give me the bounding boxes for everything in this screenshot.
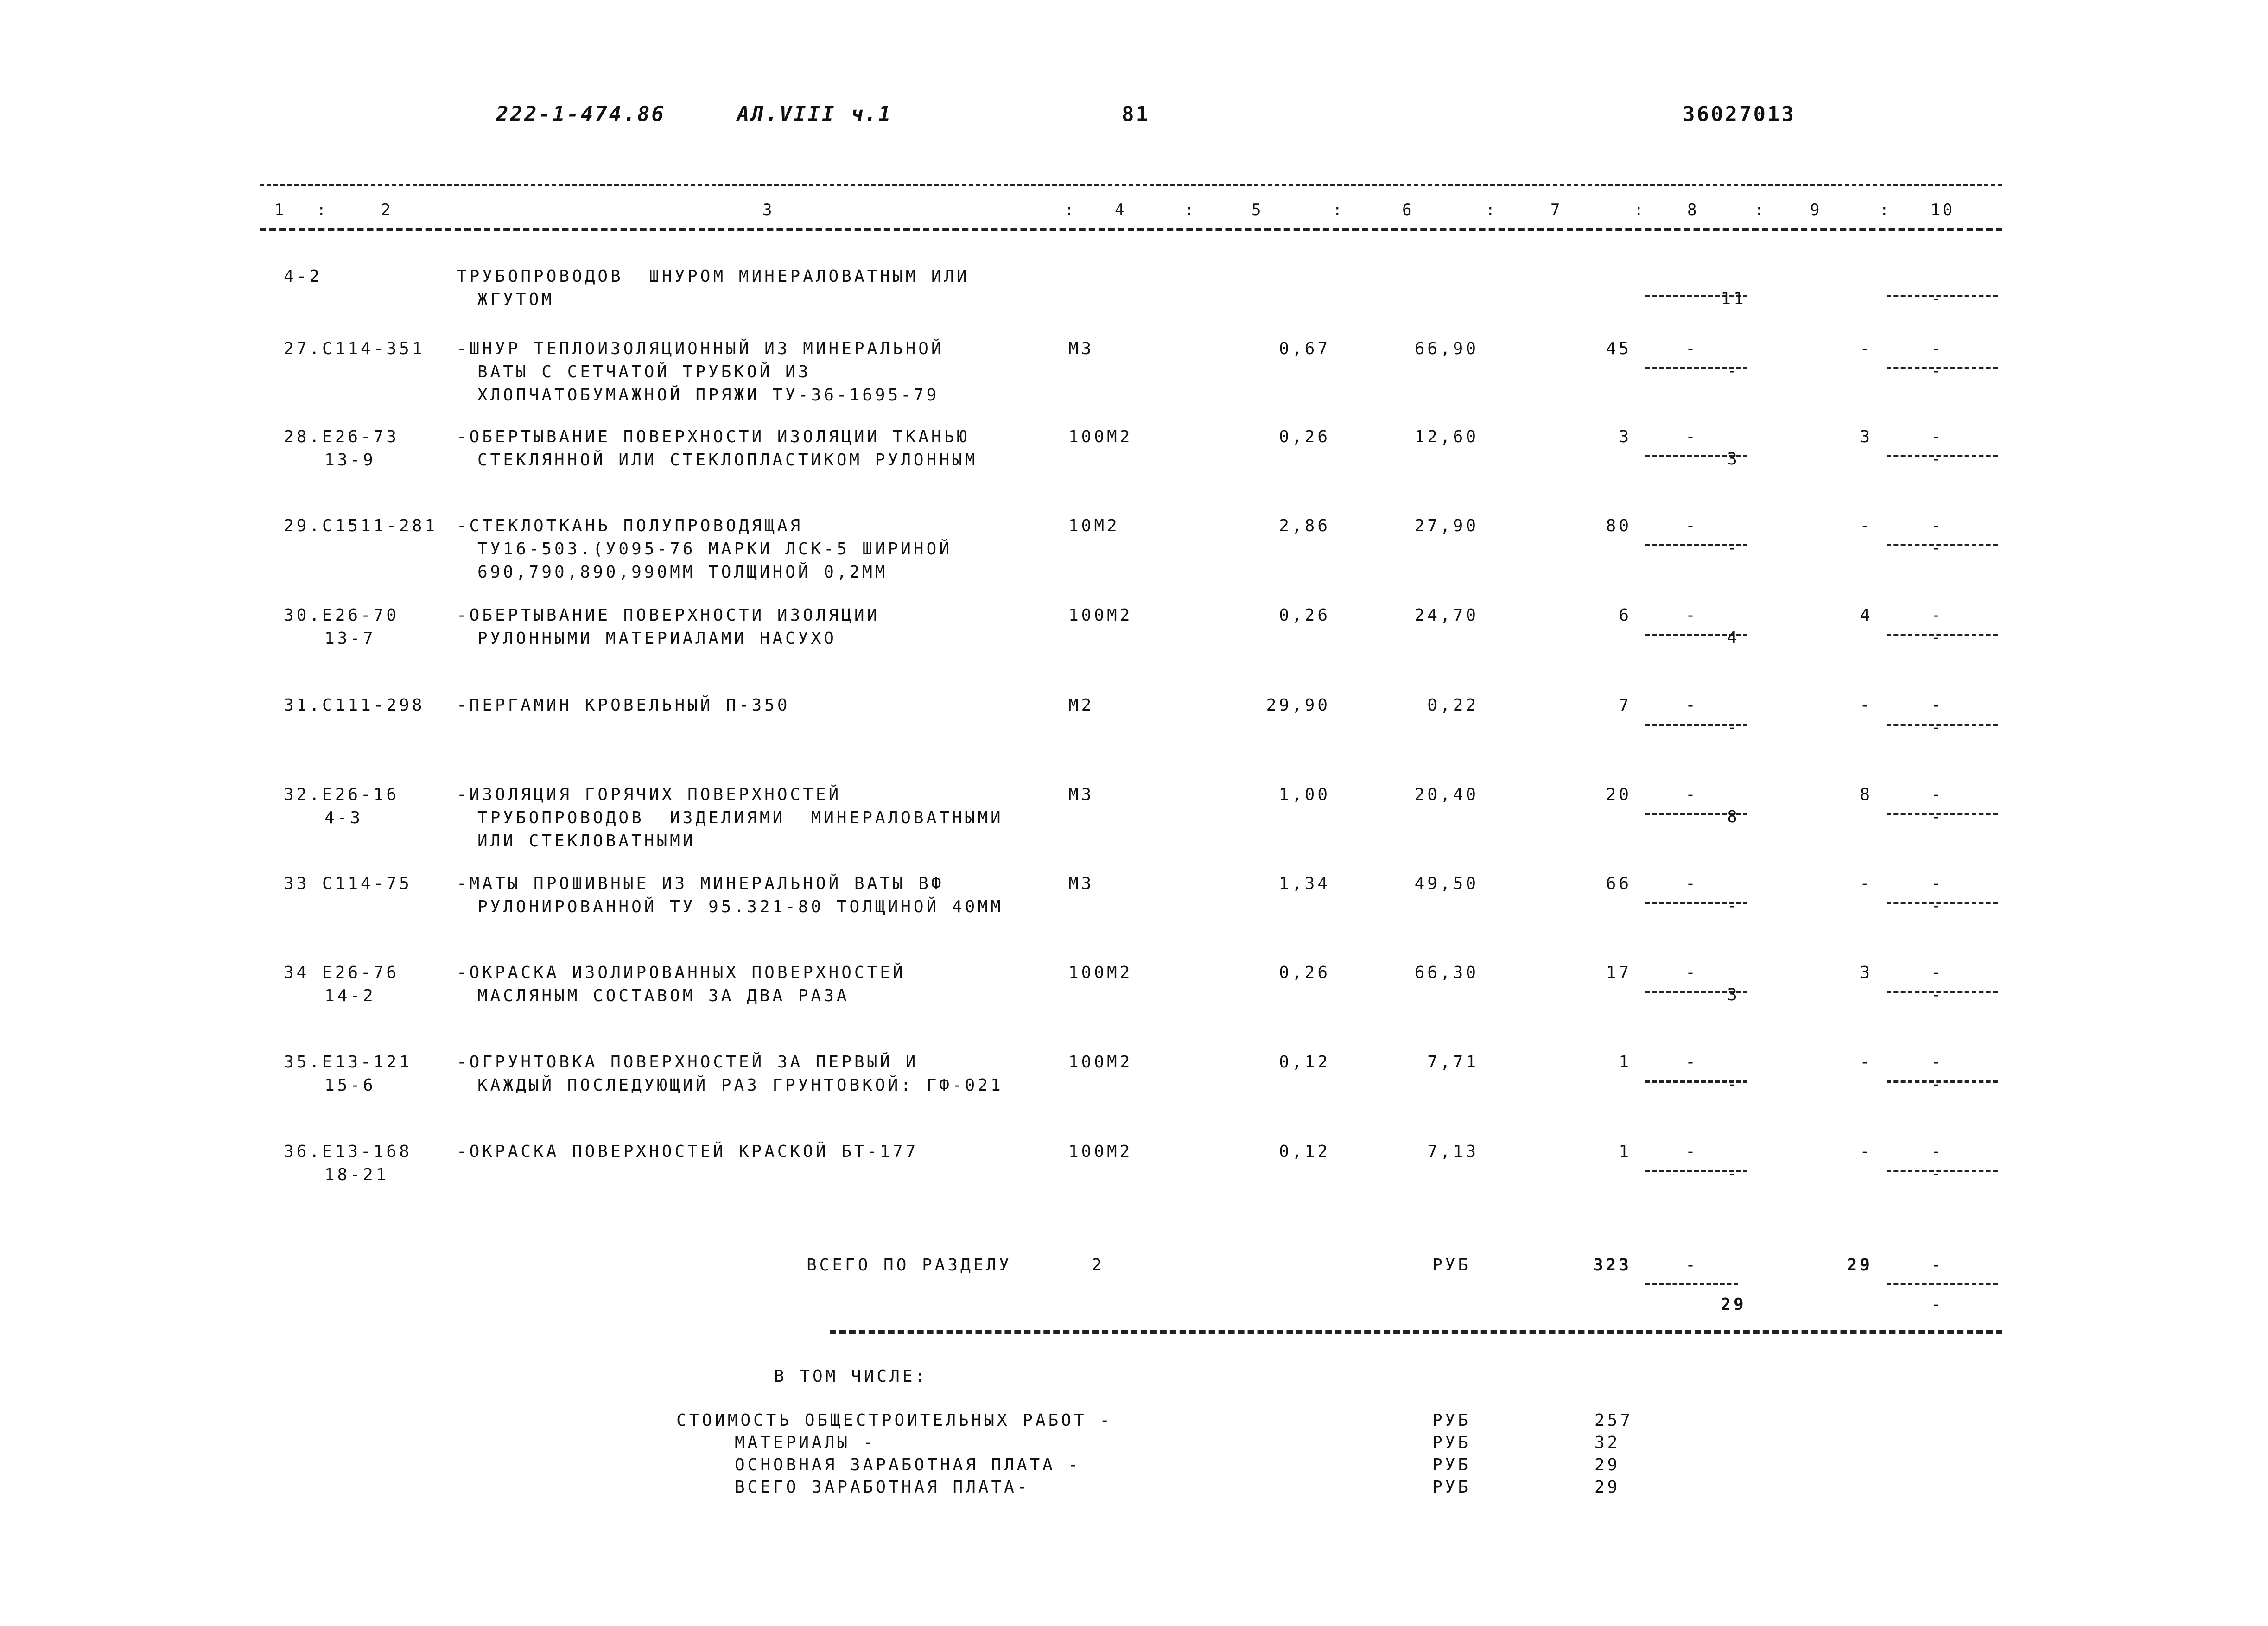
row-col9: -	[1860, 874, 1873, 893]
row-col7: 20	[1606, 785, 1632, 804]
row-price: 20,40	[1414, 785, 1479, 804]
row-price: 66,90	[1414, 339, 1479, 358]
column-separator: :	[1754, 201, 1767, 219]
fraction-rule	[1887, 1283, 1998, 1285]
section-total-col10-bottom: -	[1931, 1295, 1944, 1314]
row-description: -ОБЕРТЫВАНИЕ ПОВЕРХНОСТИ ИЗОЛЯЦИИ ТКАНЬЮ	[457, 427, 970, 446]
row-col10-bottom: -	[1931, 628, 1944, 647]
row-code: 14-2	[324, 986, 376, 1005]
column-number: 8	[1687, 201, 1700, 219]
row-col8-bottom: -	[1727, 718, 1740, 737]
including-value: 257	[1595, 1411, 1633, 1430]
column-separator: :	[1486, 201, 1498, 219]
row-description: -ОКРАСКА ПОВЕРХНОСТЕЙ КРАСКОЙ БТ-177	[457, 1142, 919, 1161]
including-unit: РУБ	[1432, 1433, 1471, 1452]
row-description: МАСЛЯНЫМ СОСТАВОМ ЗА ДВА РАЗА	[477, 986, 850, 1005]
row-description: 690,790,890,990ММ ТОЛЩИНОЙ 0,2ММ	[477, 563, 888, 582]
including-label: МАТЕРИАЛЫ -	[735, 1433, 876, 1452]
row-price: 7,71	[1427, 1053, 1479, 1072]
row-col10-bottom: -	[1931, 1164, 1944, 1183]
row-col8-bottom: -	[1727, 1164, 1740, 1183]
column-separator: :	[1880, 201, 1892, 219]
column-number: 2	[381, 201, 394, 219]
album-label: АЛ.VIII ч.1	[737, 102, 893, 126]
row-col7: 66	[1606, 874, 1632, 893]
including-unit: РУБ	[1432, 1478, 1471, 1497]
row-quantity: 1,34	[1279, 874, 1330, 893]
row-col8-top: -	[1685, 339, 1698, 358]
row-col10-top: -	[1931, 874, 1944, 893]
row-quantity: 0,12	[1279, 1142, 1330, 1161]
section-number: 2	[1092, 1256, 1105, 1275]
row-quantity: 0,26	[1279, 963, 1330, 982]
row-col8-top: -	[1685, 516, 1698, 535]
row-col8-top: -	[1685, 427, 1698, 446]
row-price: 7,13	[1427, 1142, 1479, 1161]
row-price: 27,90	[1414, 516, 1479, 535]
section-total-label: ВСЕГО ПО РАЗДЕЛУ	[807, 1256, 1012, 1275]
row-col8-bottom: -	[1727, 539, 1740, 558]
row-col9: -	[1860, 1142, 1873, 1161]
row-col7: 17	[1606, 963, 1632, 982]
fraction-rule	[1645, 1283, 1738, 1285]
row-description: -ОБЕРТЫВАНИЕ ПОВЕРХНОСТИ ИЗОЛЯЦИИ	[457, 606, 880, 625]
column-number: 9	[1810, 201, 1823, 219]
row-col10-bottom: -	[1931, 450, 1944, 469]
including-label: СТОИМОСТЬ ОБЩЕСТРОИТЕЛЬНЫХ РАБОТ -	[676, 1411, 1112, 1430]
row-col8-bottom: -	[1727, 896, 1740, 915]
row-col10-bottom: -	[1931, 807, 1944, 826]
row-col10-bottom: -	[1931, 362, 1944, 381]
including-value: 32	[1595, 1433, 1620, 1452]
column-separator: :	[317, 201, 329, 219]
row-col9: 3	[1860, 427, 1873, 446]
row-col7: 1	[1619, 1142, 1632, 1161]
row-description: -ИЗОЛЯЦИЯ ГОРЯЧИХ ПОВЕРХНОСТЕЙ	[457, 785, 842, 804]
row-col8-bottom: 3	[1727, 450, 1740, 469]
row-col9: 3	[1860, 963, 1873, 982]
row-description: ХЛОПЧАТОБУМАЖНОЙ ПРЯЖИ ТУ-36-1695-79	[477, 386, 940, 405]
row-col10-top: -	[1931, 516, 1944, 535]
row-description: ТРУБОПРОВОДОВ ШНУРОМ МИНЕРАЛОВАТНЫМ ИЛИ	[457, 267, 970, 286]
column-separator: :	[1634, 201, 1646, 219]
section-total-col10-top: -	[1931, 1256, 1944, 1275]
row-col10-top: -	[1931, 696, 1944, 715]
row-description: -ОКРАСКА ИЗОЛИРОВАННЫХ ПОВЕРХНОСТЕЙ	[457, 963, 906, 982]
row-unit: 100М2	[1068, 1142, 1133, 1161]
row-col8-bottom: 4	[1727, 628, 1740, 647]
row-description: СТЕКЛЯННОЙ ИЛИ СТЕКЛОПЛАСТИКОМ РУЛОННЫМ	[477, 451, 978, 470]
row-col7: 45	[1606, 339, 1632, 358]
row-code: 13-7	[324, 629, 376, 648]
page-number: 81	[1122, 102, 1150, 126]
row-code: 13-9	[324, 451, 376, 470]
row-col10-bottom: -	[1931, 896, 1944, 915]
row-col10-bottom: -	[1931, 539, 1944, 558]
row-unit: 100М2	[1068, 606, 1133, 625]
row-col7: 1	[1619, 1053, 1632, 1072]
row-unit: 100М2	[1068, 1053, 1133, 1072]
row-code: 27.С114-351	[284, 339, 425, 358]
row-code: 29.С1511-281	[284, 516, 438, 535]
document-number: 222-1-474.86	[496, 102, 666, 126]
row-col7: 7	[1619, 696, 1632, 715]
column-number: 4	[1115, 201, 1127, 219]
row-code: 34 Е26-76	[284, 963, 400, 982]
row-quantity: 0,26	[1279, 606, 1330, 625]
row-col10-bottom: -	[1931, 985, 1944, 1004]
row-quantity: 0,12	[1279, 1053, 1330, 1072]
row-description: КАЖДЫЙ ПОСЛЕДУЮЩИЙ РАЗ ГРУНТОВКОЙ: ГФ-021	[477, 1076, 1004, 1095]
row-col7: 80	[1606, 516, 1632, 535]
row-quantity: 0,67	[1279, 339, 1330, 358]
row-description: -ПЕРГАМИН КРОВЕЛЬНЫЙ П-350	[457, 696, 790, 715]
row-code: 35.Е13-121	[284, 1053, 412, 1072]
row-col8-bottom: 3	[1727, 985, 1740, 1004]
row-code: 18-21	[324, 1165, 389, 1184]
including-value: 29	[1595, 1478, 1620, 1497]
section-total-value: 323	[1593, 1256, 1632, 1275]
header-rule-top	[260, 184, 2002, 186]
row-code: 4-2	[284, 267, 323, 286]
column-number: 6	[1402, 201, 1415, 219]
row-quantity: 29,90	[1266, 696, 1330, 715]
row-col8-bottom: -	[1727, 1075, 1740, 1094]
column-number: 10	[1931, 201, 1955, 219]
row-price: 0,22	[1427, 696, 1479, 715]
column-number: 1	[274, 201, 287, 219]
row-description: ТРУБОПРОВОДОВ ИЗДЕЛИЯМИ МИНЕРАЛОВАТНЫМИ	[477, 808, 1004, 827]
row-col9: -	[1860, 1053, 1873, 1072]
row-col9: -	[1860, 339, 1873, 358]
row-unit: М2	[1068, 696, 1094, 715]
row-description: ТУ16-503.(У095-76 МАРКИ ЛСК-5 ШИРИНОЙ	[477, 540, 952, 559]
row-col10-top: -	[1931, 606, 1944, 625]
row-col10-bottom: -	[1931, 289, 1944, 308]
row-col8-top: -	[1685, 785, 1698, 804]
header-rule-bottom	[260, 228, 2002, 231]
row-col10-bottom: -	[1931, 718, 1944, 737]
row-description: -ШНУР ТЕПЛОИЗОЛЯЦИОННЫЙ ИЗ МИНЕРАЛЬНОЙ	[457, 339, 944, 358]
row-code: 32.Е26-16	[284, 785, 400, 804]
row-col8-top: -	[1685, 874, 1698, 893]
row-col8-top: -	[1685, 696, 1698, 715]
column-separator: :	[1184, 201, 1197, 219]
row-description: -ОГРУНТОВКА ПОВЕРХНОСТЕЙ ЗА ПЕРВЫЙ И	[457, 1053, 919, 1072]
row-col7: 3	[1619, 427, 1632, 446]
row-price: 24,70	[1414, 606, 1479, 625]
including-unit: РУБ	[1432, 1411, 1471, 1430]
row-description: -СТЕКЛОТКАНЬ ПОЛУПРОВОДЯЩАЯ	[457, 516, 803, 535]
row-col9: 8	[1860, 785, 1873, 804]
including-label: ВСЕГО ЗАРАБОТНАЯ ПЛАТА-	[735, 1478, 1030, 1497]
row-description: ЖГУТОМ	[477, 290, 555, 309]
section-total-col8-top: -	[1685, 1256, 1698, 1275]
row-col10-top: -	[1931, 427, 1944, 446]
total-rule	[830, 1330, 2002, 1334]
row-col10-top: -	[1931, 1142, 1944, 1161]
row-code: 33 С114-75	[284, 874, 412, 893]
row-quantity: 2,86	[1279, 516, 1330, 535]
row-col8-bottom: 11	[1721, 289, 1747, 308]
row-col10-bottom: -	[1931, 1075, 1944, 1094]
row-quantity: 0,26	[1279, 427, 1330, 446]
including-label: ОСНОВНАЯ ЗАРАБОТНАЯ ПЛАТА -	[735, 1455, 1081, 1474]
row-description: РУЛОНИРОВАННОЙ ТУ 95.321-80 ТОЛЩИНОЙ 40ММ	[477, 897, 1004, 916]
row-code: 31.С111-298	[284, 696, 425, 715]
row-price: 12,60	[1414, 427, 1479, 446]
section-total-col9: 29	[1847, 1256, 1873, 1275]
row-unit: М3	[1068, 339, 1094, 358]
row-col8-top: -	[1685, 1142, 1698, 1161]
row-code: 36.Е13-168	[284, 1142, 412, 1161]
row-col10-top: -	[1931, 1053, 1944, 1072]
row-col8-top: -	[1685, 963, 1698, 982]
column-number: 5	[1252, 201, 1264, 219]
row-col10-top: -	[1931, 339, 1944, 358]
row-code: 15-6	[324, 1076, 376, 1095]
row-code: 4-3	[324, 808, 363, 827]
row-col10-top: -	[1931, 785, 1944, 804]
row-col8-bottom: 8	[1727, 807, 1740, 826]
row-col9: -	[1860, 516, 1873, 535]
row-price: 49,50	[1414, 874, 1479, 893]
row-description: -МАТЫ ПРОШИВНЫЕ ИЗ МИНЕРАЛЬНОЙ ВАТЫ ВФ	[457, 874, 944, 893]
document-code: 36027013	[1683, 102, 1796, 126]
row-col8-top: -	[1685, 1053, 1698, 1072]
row-col8-bottom: -	[1727, 362, 1740, 381]
row-col9: -	[1860, 696, 1873, 715]
column-separator: :	[1333, 201, 1345, 219]
section-total-col8-bottom: 29	[1721, 1295, 1747, 1314]
row-unit: 100М2	[1068, 427, 1133, 446]
column-number: 7	[1550, 201, 1563, 219]
row-col10-top: -	[1931, 963, 1944, 982]
including-value: 29	[1595, 1455, 1620, 1474]
row-price: 66,30	[1414, 963, 1479, 982]
row-col8-top: -	[1685, 606, 1698, 625]
row-code: 30.Е26-70	[284, 606, 400, 625]
row-description: ВАТЫ С СЕТЧАТОЙ ТРУБКОЙ ИЗ	[477, 362, 811, 381]
including-unit: РУБ	[1432, 1455, 1471, 1474]
row-unit: М3	[1068, 874, 1094, 893]
column-number: 3	[762, 201, 775, 219]
row-description: РУЛОННЫМИ МАТЕРИАЛАМИ НАСУХО	[477, 629, 837, 648]
row-col7: 6	[1619, 606, 1632, 625]
row-unit: 10М2	[1068, 516, 1120, 535]
row-unit: 100М2	[1068, 963, 1133, 982]
row-unit: М3	[1068, 785, 1094, 804]
row-description: ИЛИ СТЕКЛОВАТНЫМИ	[477, 832, 696, 851]
row-code: 28.Е26-73	[284, 427, 400, 446]
column-separator: :	[1064, 201, 1077, 219]
section-total-unit: РУБ	[1432, 1256, 1471, 1275]
row-quantity: 1,00	[1279, 785, 1330, 804]
row-col9: 4	[1860, 606, 1873, 625]
including-title: В ТОМ ЧИСЛЕ:	[774, 1367, 928, 1386]
